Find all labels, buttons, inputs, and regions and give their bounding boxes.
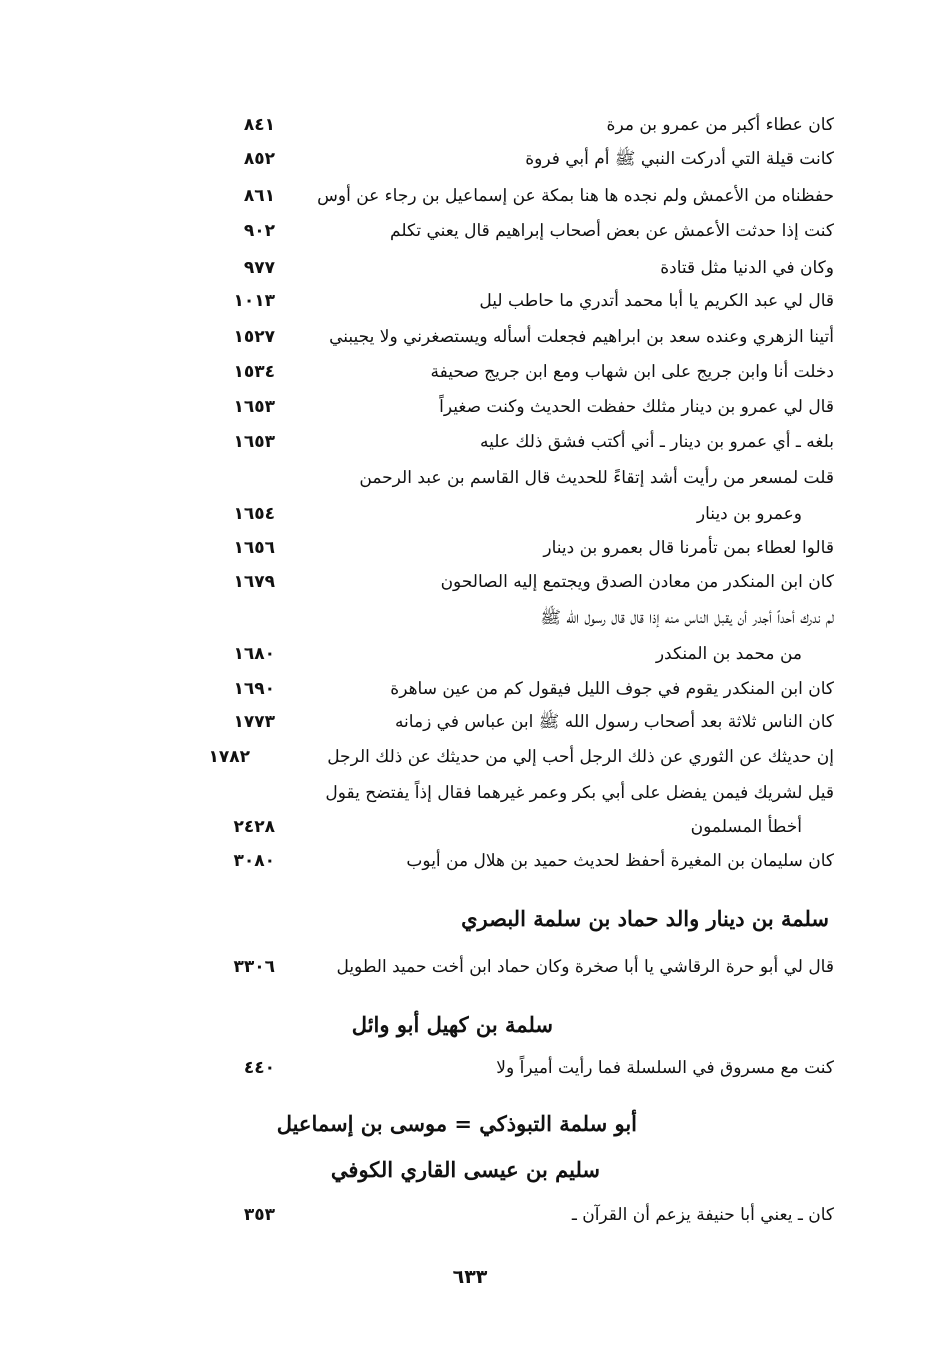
entry-number: ١٧٧٣ (233, 712, 275, 732)
section-heading: سلمة بن كهيل أبو وائل (351, 1012, 553, 1037)
entry-number: ٣٥٣ (243, 1205, 275, 1225)
entry-text: كنت مع مسروق في السلسلة فما رأيت أميراً ولا (496, 1058, 834, 1078)
entry-text: إن حديثك عن الثوري عن ذلك الرجل أحب إلي من حديثك عن ذلك الرجل (327, 747, 834, 767)
entry-text: قال لي عمرو بن دينار مثلك حفظت الحديث وكنت صغيراً (439, 397, 834, 417)
entry-number: ١٥٣٤ (233, 362, 275, 382)
entry-text: قالوا لعطاء بمن تأمرنا قال بعمرو بن دينار (543, 538, 834, 558)
entry-text: وعمرو بن دينار (696, 504, 802, 524)
page-number: ٦٣٣ (452, 1266, 488, 1288)
entry-text: كنت إذا حدثت الأعمش عن بعض أصحاب إبراهيم قال يعني تكلم (390, 221, 834, 241)
entry-text: دخلت أنا وابن جريج على ابن شهاب ومع ابن جريج صحيفة (430, 362, 834, 382)
entry-number: ١٦٥٦ (233, 538, 275, 558)
entry-text: بلغه ـ أي عمرو بن دينار ـ أني أكتب فشق ذلك عليه (480, 432, 834, 452)
entry-number: ١٠١٣ (233, 291, 275, 311)
entry-number: ٨٤١ (243, 115, 275, 135)
entry-text: كانت قيلة التي أدركت النبي ﷺ أم أبي فروة (525, 149, 834, 169)
entry-text: كان ابن المنكدر من معادن الصدق ويجتمع إليه الصالحون (440, 572, 834, 592)
entry-number: ٣٣٠٦ (233, 957, 275, 977)
entry-text: قلت لمسعر من رأيت أشد إتقاءً للحديث قال القاسم بن عبد الرحمن (359, 468, 834, 488)
section-heading: أبو سلمة التبوذكي = موسى بن إسماعيل (276, 1111, 637, 1136)
section-heading: سلمة بن دينار والد حماد بن سلمة البصري (461, 906, 829, 931)
entry-number: ٨٥٢ (243, 149, 275, 169)
section-heading: سليم بن عيسى القاري الكوفي (330, 1157, 600, 1182)
entry-text: من محمد بن المنكدر (655, 644, 802, 664)
entry-text: وكان في الدنيا مثل قتادة (660, 258, 834, 278)
entry-number: ٩٠٢ (243, 221, 275, 241)
entry-text: كان سليمان بن المغيرة أحفظ لحديث حميد بن هلال من أيوب (406, 851, 834, 871)
entry-number: ١٧٨٢ (208, 747, 250, 767)
entry-text: أتينا الزهري وعنده سعد بن ابراهيم فجعلت أسأله ويستصغرني ولا يجيبني (329, 327, 834, 347)
entry-text: لم ندرك أحداً أجدر أن يقبل الناس منه إذا قال قال رسول الله ﷺ (540, 608, 834, 628)
entry-text: قيل لشريك فيمن يفضل على أبي بكر وعمر غيرهما فقال إذاً يفتضح يقول (325, 783, 834, 803)
entry-text: كان ـ يعني أبا حنيفة يزعم أن القرآن ـ (571, 1205, 834, 1225)
entry-number: ٨٦١ (243, 186, 275, 206)
entry-number: ١٦٥٣ (233, 397, 275, 417)
entry-text: قال لي أبو حرة الرقاشي يا أبا صخرة وكان حماد ابن أخت حميد الطويل (336, 957, 834, 977)
entry-number: ١٦٨٠ (233, 644, 275, 664)
entry-number: ١٦٥٤ (233, 504, 275, 524)
entry-number: ١٥٢٧ (233, 327, 275, 347)
entry-text: حفظناه من الأعمش ولم نجده ها هنا بمكة عن إسماعيل بن رجاء عن أوس (317, 186, 834, 206)
entry-text: قال لي عبد الكريم يا أبا محمد أتدري ما حاطب ليل (479, 291, 834, 311)
entry-text: كان ابن المنكدر يقوم في جوف الليل فيقول كم من عين ساهرة (390, 679, 834, 699)
entry-text: كان عطاء أكبر من عمرو بن مرة (606, 115, 834, 135)
entry-text: أخطأ المسلمون (690, 817, 802, 837)
entry-number: ١٦٧٩ (233, 572, 275, 592)
entry-number: ٩٧٧ (243, 258, 275, 278)
entry-number: ٣٠٨٠ (233, 851, 275, 871)
entry-number: ٤٤٠ (243, 1058, 275, 1078)
entry-number: ١٦٩٠ (233, 679, 275, 699)
entry-number: ٢٤٢٨ (233, 817, 275, 837)
entry-text: كان الناس ثلاثة بعد أصحاب رسول الله ﷺ ابن عباس في زمانه (394, 712, 834, 732)
entry-number: ١٦٥٣ (233, 432, 275, 452)
